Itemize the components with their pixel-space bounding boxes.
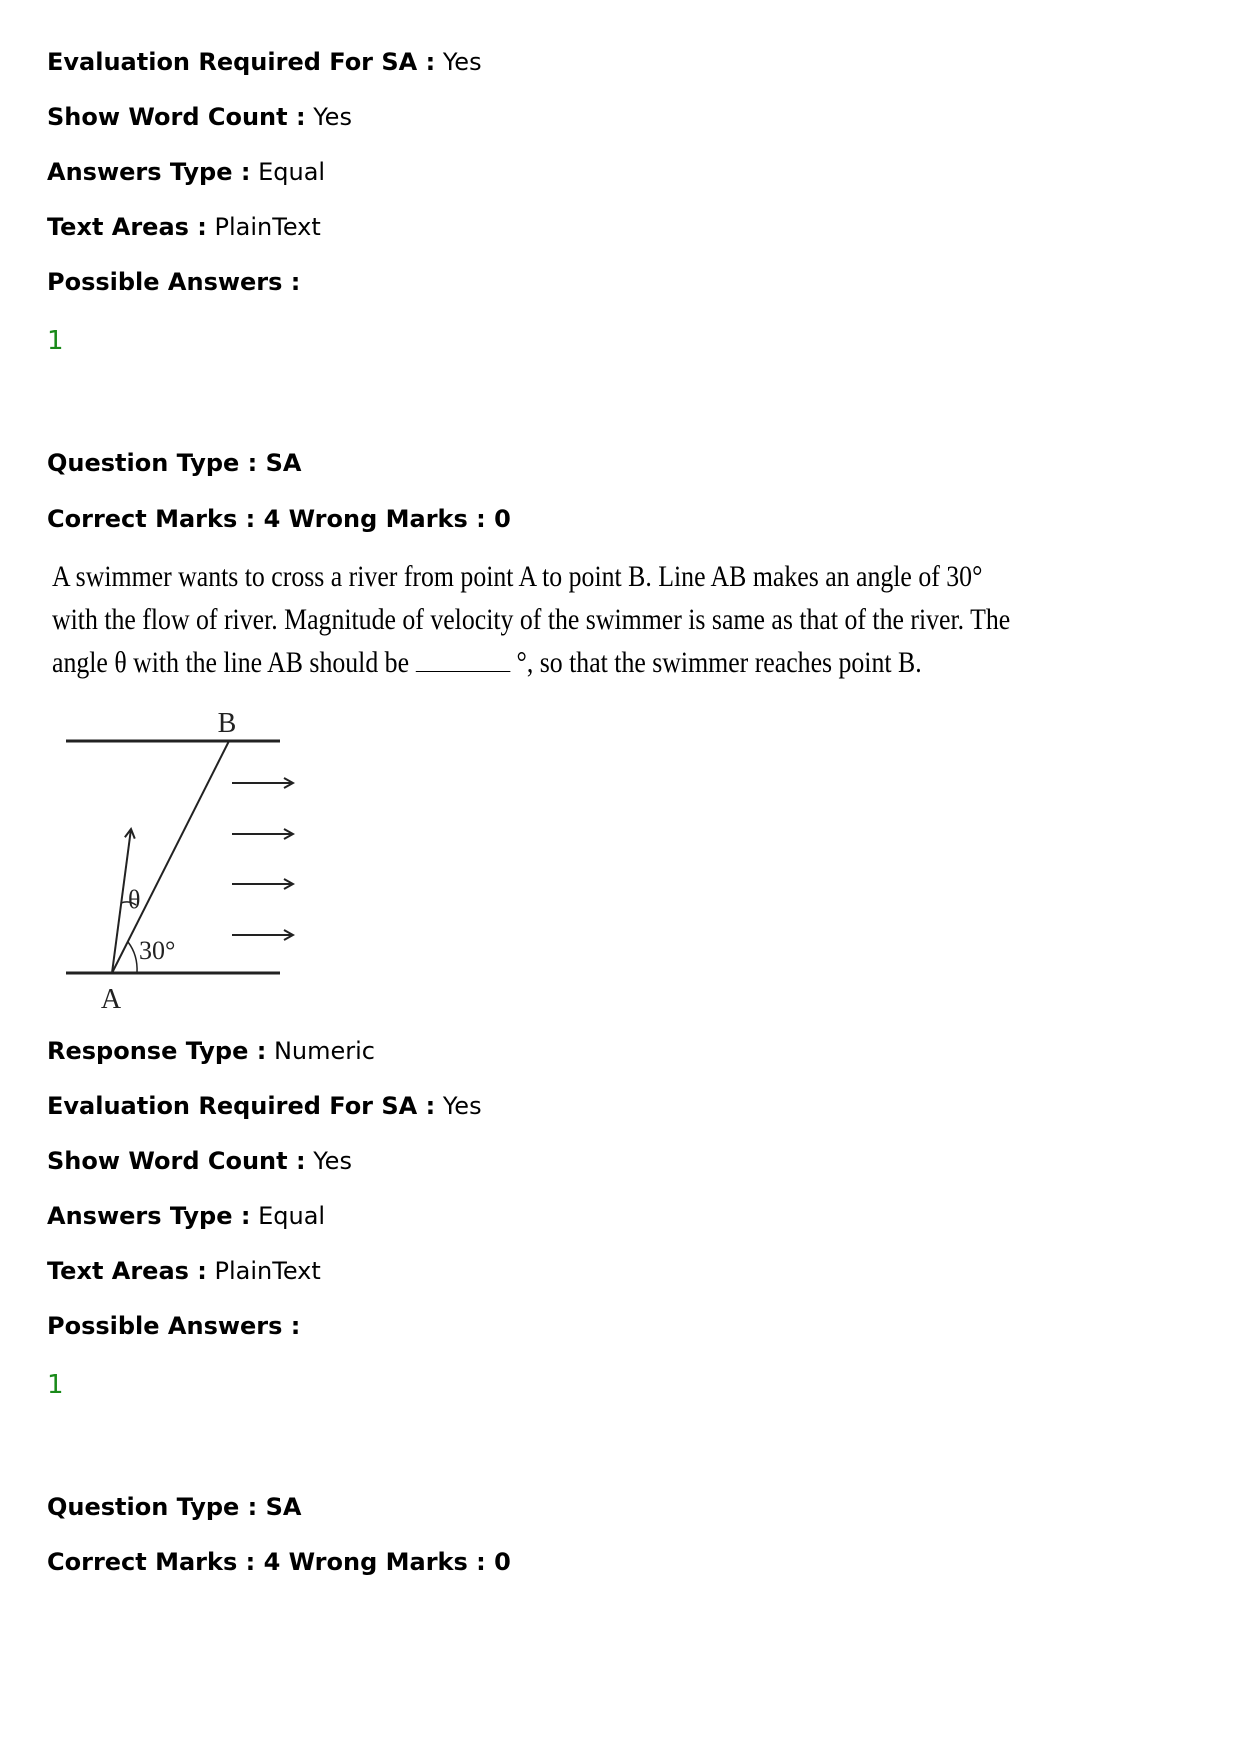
show-word-count-row — [47, 1146, 352, 1176]
label-b: B — [217, 708, 237, 739]
label-a: A — [100, 984, 122, 1015]
answers-type-value: Equal — [258, 1202, 326, 1230]
question-text-segment: °, so that the swimmer reaches point B. — [516, 646, 922, 679]
question-type: Question Type : SA — [47, 449, 302, 477]
possible-answer-value: 1 — [47, 326, 64, 356]
evaluation-required-row — [47, 1091, 482, 1121]
text-areas-label: Text Areas : — [47, 1257, 207, 1285]
show-word-count-label: Show Word Count : — [47, 103, 306, 131]
possible-answers-label: Possible Answers : — [47, 1312, 301, 1340]
evaluation-required-label: Evaluation Required For SA : — [47, 1092, 436, 1120]
angle-arc-30 — [128, 942, 137, 973]
show-word-count-value: Yes — [313, 103, 352, 131]
label-theta: θ — [128, 885, 141, 914]
possible-answers-label: Possible Answers : — [47, 268, 301, 296]
marks-line: Correct Marks : 4 Wrong Marks : 0 — [47, 505, 511, 533]
answers-type-label: Answers Type : — [47, 158, 251, 186]
text-areas-value: PlainText — [214, 1257, 321, 1285]
evaluation-required-value: Yes — [442, 1092, 482, 1120]
label-angle-30: 30° — [139, 936, 176, 965]
possible-answers-row — [47, 1311, 300, 1341]
text-areas-row — [47, 1256, 321, 1286]
possible-answer-value: 1 — [47, 1370, 64, 1400]
response-type-value: Numeric — [273, 1037, 375, 1065]
marks-line: Correct Marks : 4 Wrong Marks : 0 — [47, 1548, 511, 1576]
text-areas-label: Text Areas : — [47, 213, 207, 241]
answers-type-label: Answers Type : — [47, 1202, 251, 1230]
question-type: Question Type : SA — [47, 1493, 302, 1521]
response-type-label: Response Type : — [47, 1037, 267, 1065]
evaluation-required-label: Evaluation Required For SA : — [47, 48, 436, 76]
evaluation-required-value: Yes — [442, 48, 482, 76]
show-word-count-value: Yes — [313, 1147, 352, 1175]
show-word-count-label: Show Word Count : — [47, 1147, 306, 1175]
answers-type-value: Equal — [258, 158, 326, 186]
answers-type-row — [47, 1201, 325, 1231]
response-type-row — [47, 1036, 375, 1066]
question-text-segment: angle θ with the line AB should be — [52, 646, 410, 679]
text-areas-value: PlainText — [214, 213, 321, 241]
question-text-line: with the flow of river. Magnitude of velocity of the swimmer is same as that of the river. The — [52, 603, 1011, 636]
question-text-line: A swimmer wants to cross a river from point A to point B. Line AB makes an angle of 30° — [52, 560, 983, 593]
